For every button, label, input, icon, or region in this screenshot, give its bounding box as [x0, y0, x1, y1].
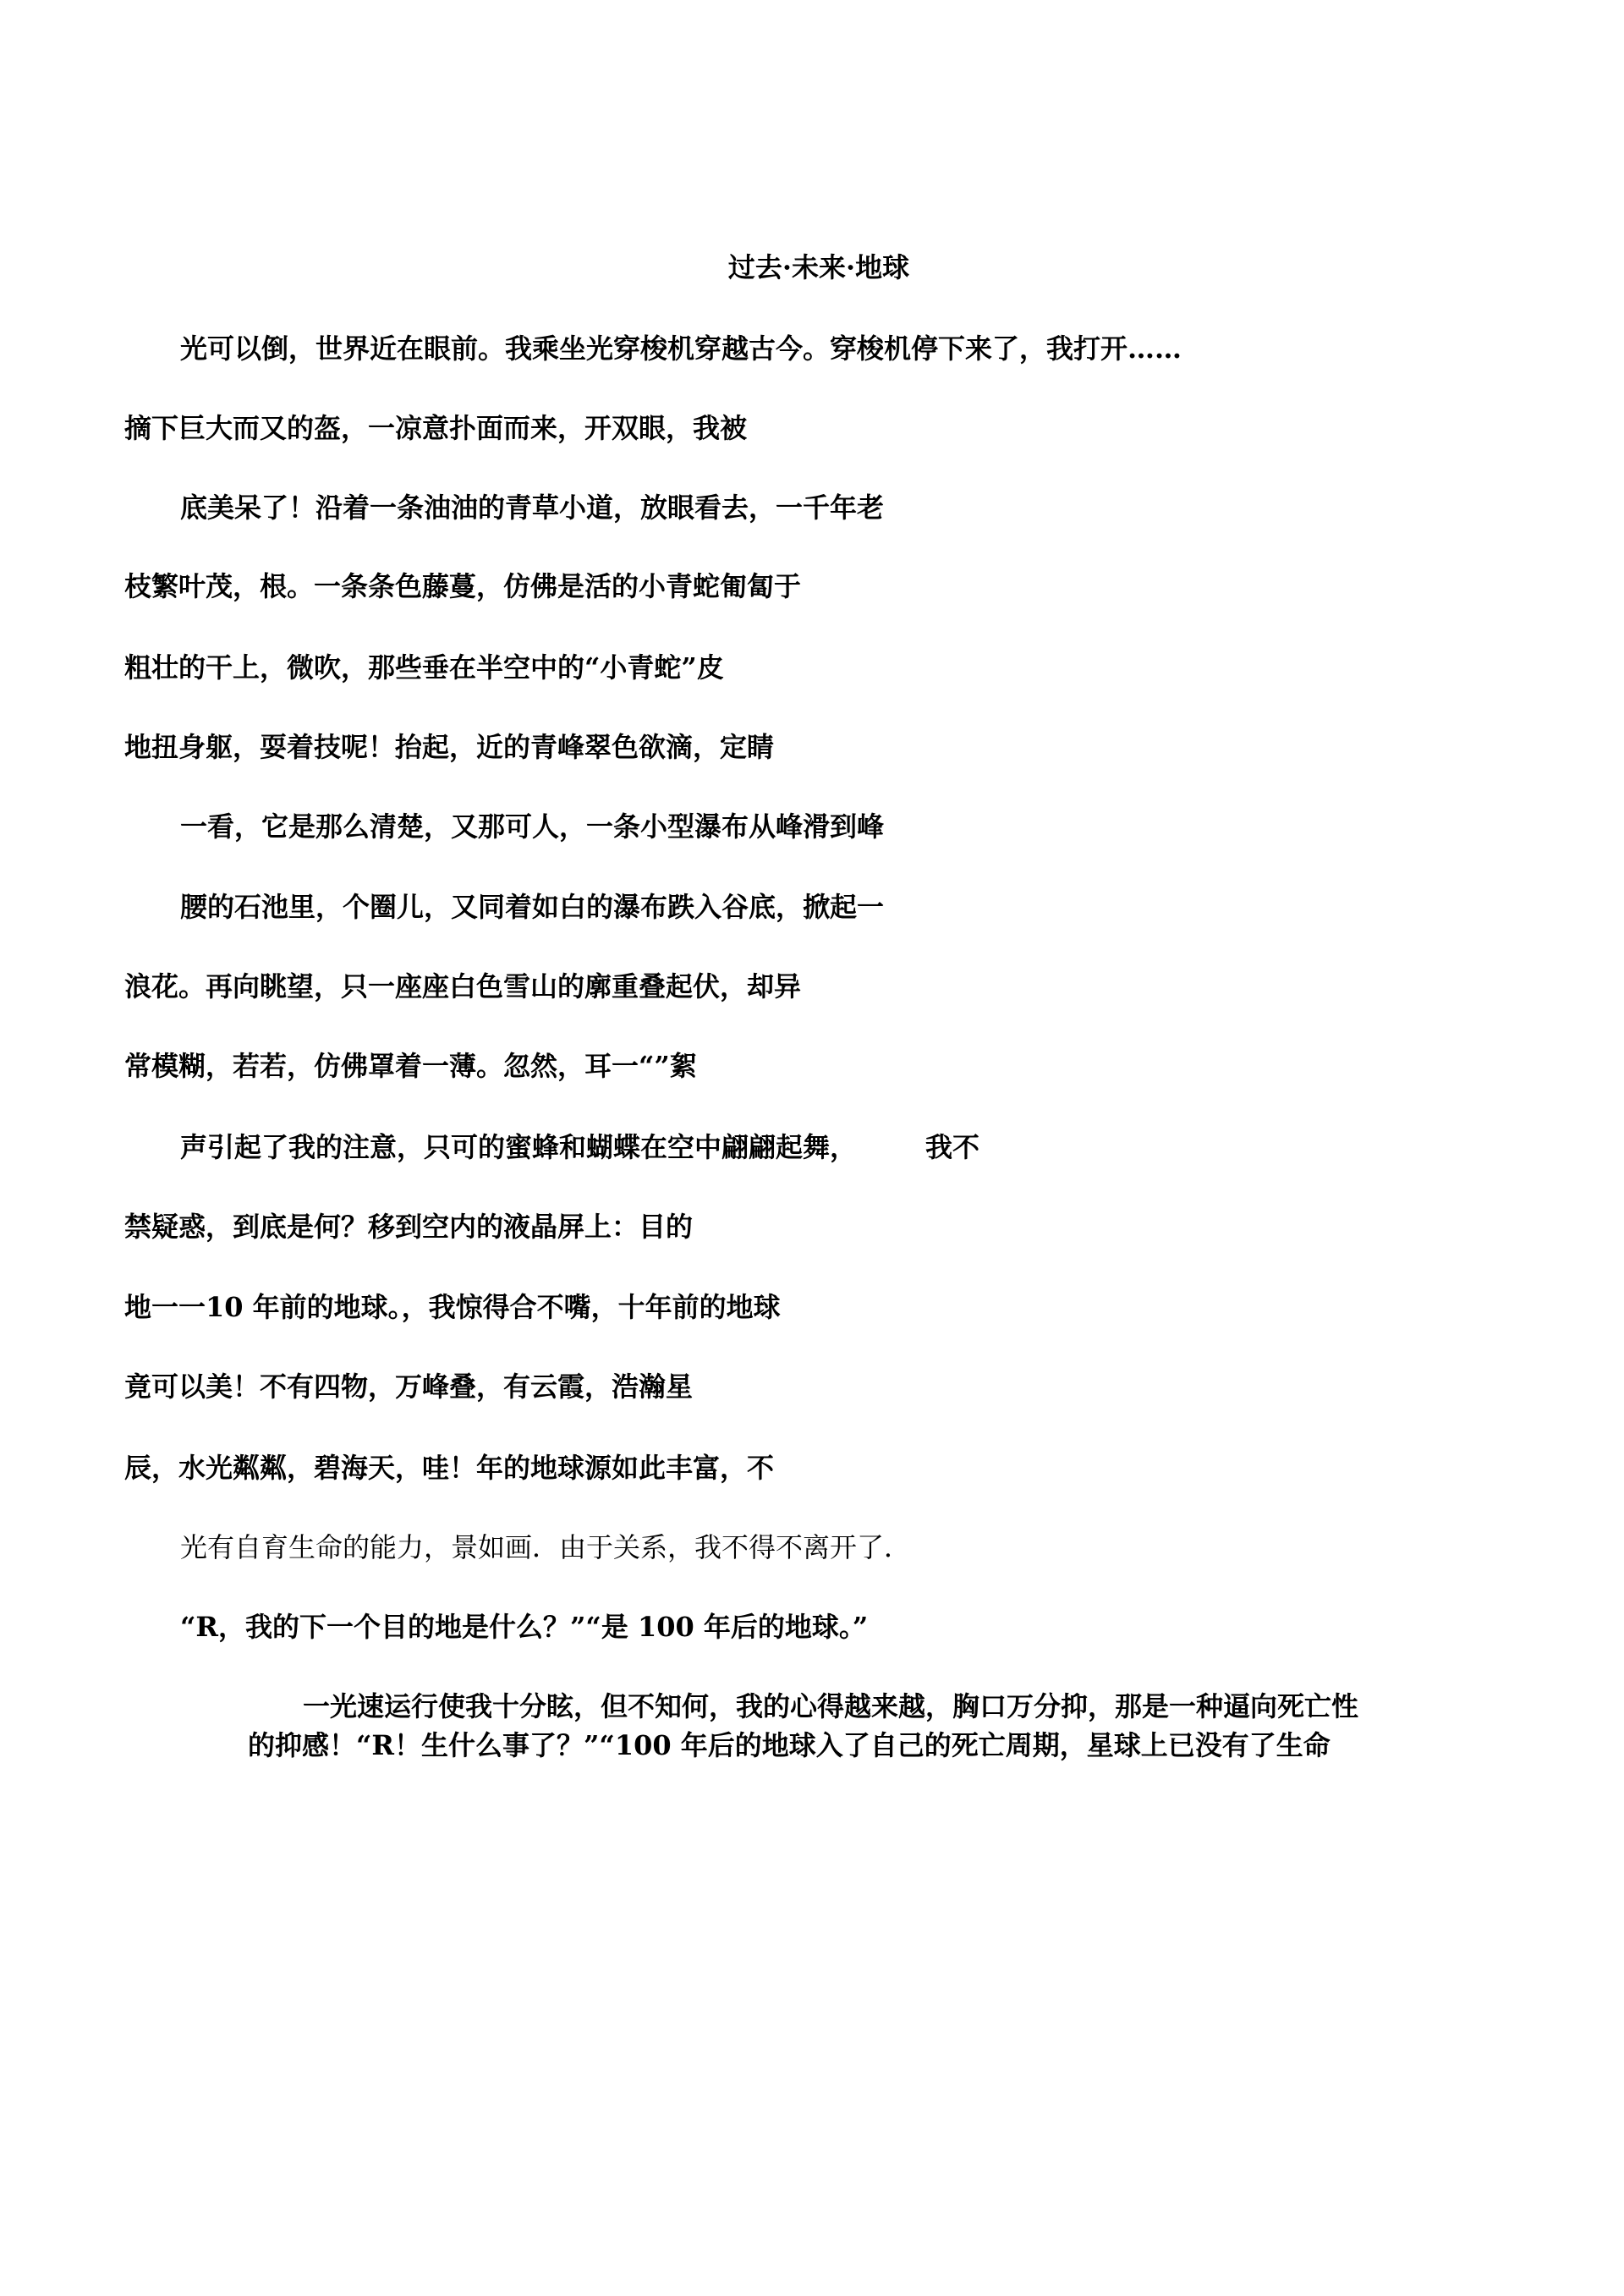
text-line-group	[0, 1132, 1624, 1162]
text-line: 常模糊，若若，仿佛罩着一薄。忽然，耳一“”絮	[124, 1050, 697, 1082]
text-line: 一光速运行使我十分眩，但不知何，我的心得越来越，胸口万分抑，那是一种逼向死亡性	[303, 1690, 1359, 1722]
text-line: 地一一10 年前的地球。，我惊得合不嘴，十年前的地球	[124, 1291, 781, 1323]
text-line: 辰，水光粼粼，碧海天，哇！年的地球源如此丰富，不	[124, 1452, 775, 1484]
text-line: 腰的石池里，个圈儿，又同着如白的瀑布跌入谷底，掀起一	[180, 891, 885, 923]
text-line: 的抑感！“R！生什么事了？”“100 年后的地球入了自己的死亡周期，星球上已没有了生命	[248, 1729, 1330, 1761]
text-line: 声引起了我的注意，只可的蜜蜂和蝴蝶在空中翩翩起舞，	[180, 1131, 858, 1163]
text-line: 粗壮的干上，微吹，那些垂在半空中的“小青蛇”皮	[124, 651, 724, 684]
text-line: 光有自育生命的能力，景如画．由于关系，我不得不离开了．	[180, 1531, 912, 1563]
page-title: 过去·未来·地球	[727, 251, 910, 283]
text-line: 摘下巨大而又的盔，一凉意扑面而来，开双眼，我被	[124, 412, 748, 444]
text-line: 浪花。再向眺望，只一座座白色雪山的廓重叠起伏，却异	[124, 970, 802, 1002]
text-line-tail: 我不	[925, 1131, 980, 1163]
text-line: 底美呆了！沿着一条油油的青草小道，放眼看去，一千年老	[180, 492, 885, 524]
text-line: 一看，它是那么清楚，又那可人，一条小型瀑布从峰滑到峰	[180, 810, 885, 843]
text-line: “R，我的下一个目的地是什么？”“是 100 年后的地球。”	[180, 1611, 869, 1643]
text-line: 地扭身躯，耍着技呢！抬起，近的青峰翠色欲滴，定睛	[124, 731, 775, 763]
text-line: 光可以倒，世界近在眼前。我乘坐光穿梭机穿越古今。穿梭机停下来了，我打开……	[180, 332, 1182, 365]
text-line: 枝繁叶茂，根。一条条色藤蔓，仿佛是活的小青蛇匍匐于	[124, 570, 802, 602]
text-line: 竟可以美！不有四物，万峰叠，有云霞，浩瀚星	[124, 1370, 694, 1403]
text-line: 禁疑惑，到底是何？移到空内的液晶屏上：目的	[124, 1211, 694, 1243]
